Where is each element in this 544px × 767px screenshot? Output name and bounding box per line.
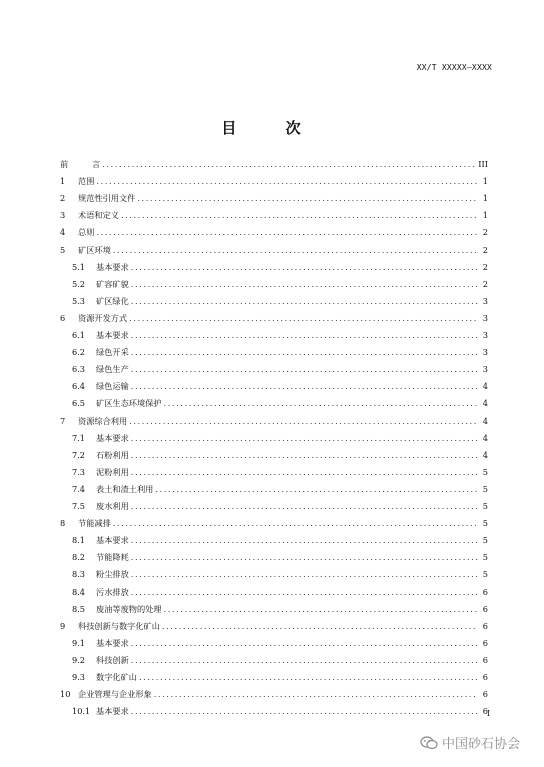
toc-entry-number: 7.1 [72, 432, 86, 443]
toc-leader-dots [131, 467, 478, 477]
toc-entry-number: 6 [60, 312, 66, 323]
toc-entry-number: 9.3 [72, 672, 86, 682]
toc-entry-number: 9.1 [72, 637, 86, 648]
toc-entry-label: 泥粉利用 [96, 466, 129, 477]
toc-entry [72, 638, 488, 650]
toc-entry-page: 1 [482, 193, 488, 204]
toc-leader-dots [131, 262, 478, 272]
toc-entry [72, 347, 488, 359]
toc-leader-dots [102, 159, 476, 169]
toc-entry-label: 矿容矿貌 [96, 278, 129, 289]
toc-leader-dots [131, 706, 478, 716]
toc-entry-label: 废油等废物的处理 [96, 603, 162, 614]
toc-leader-dots [155, 484, 478, 494]
toc-entry-page: 3 [482, 330, 488, 340]
toc-entry [72, 381, 488, 393]
toc-entry [60, 416, 488, 428]
toc-entry-label: 科技创新与数字化矿山 [78, 620, 160, 631]
toc-entry-label: 粉尘排放 [96, 569, 129, 580]
toc-leader-dots [131, 296, 478, 306]
toc-entry-page: 6 [482, 689, 488, 700]
toc-entry-label: 污水排放 [96, 586, 129, 597]
toc-entry-label: 规范性引用文件 [78, 193, 136, 204]
toc-entry-label: 言 [92, 159, 101, 169]
toc-entry [72, 569, 488, 581]
toc-entry-page: 2 [482, 244, 488, 255]
toc-entry [60, 621, 488, 633]
toc-entry-number: 7.3 [72, 466, 86, 477]
toc-entry-number: 8.5 [72, 603, 86, 614]
toc-entry-number: 5.2 [72, 278, 86, 289]
toc-leader-dots [162, 621, 478, 631]
toc-entry-label: 数字化矿山 [96, 672, 137, 682]
toc-entry-page: 6 [482, 620, 488, 631]
toc-entry-label: 总则 [78, 227, 95, 238]
toc-entry-number: 4 [60, 227, 66, 238]
toc-entry [72, 706, 488, 718]
toc-entry-page: 5 [482, 466, 488, 477]
toc-entry [72, 552, 488, 564]
toc-entry [60, 210, 488, 222]
toc-entry [72, 450, 488, 462]
toc-entry-page: 6 [482, 637, 488, 648]
toc-entry-label: 废水利用 [96, 501, 129, 511]
toc-entry-number: 1 [60, 176, 66, 187]
toc-leader-dots [131, 450, 478, 460]
toc-entry [60, 159, 488, 171]
toc-entry-label: 节能减排 [78, 518, 111, 529]
toc-entry-label: 石粉利用 [96, 449, 129, 460]
toc-leader-dots [131, 501, 478, 511]
toc-entry-page: 6 [482, 603, 488, 614]
toc-entry [72, 433, 488, 445]
toc-leader-dots [164, 398, 478, 408]
wechat-icon [420, 736, 438, 750]
toc-entry-number: 7.2 [72, 449, 86, 460]
toc-entry-page: 1 [482, 176, 488, 187]
toc-entry-label: 矿区绿化 [96, 295, 129, 306]
toc-entry [60, 689, 488, 701]
toc-entry-number: 3 [60, 210, 66, 221]
document-code: XX/T XXXXX—XXXX [416, 63, 492, 72]
toc-entry-page: 3 [482, 312, 488, 323]
toc-entry [72, 364, 488, 376]
toc-entry-number: 6.4 [72, 381, 86, 392]
toc-entry-number: 6.3 [72, 364, 86, 375]
toc-leader-dots [131, 364, 478, 374]
toc-entry [72, 467, 488, 479]
toc-entry-number: 7 [60, 415, 66, 426]
toc-leader-dots [137, 193, 478, 203]
toc-entry-page: 3 [482, 364, 488, 375]
toc-entry [72, 672, 488, 684]
toc-leader-dots [131, 330, 478, 340]
toc-entry [72, 604, 488, 616]
toc-entry-label: 资源开发方式 [78, 312, 128, 323]
toc-entry-label: 基本要求 [96, 706, 129, 717]
toc-entry-number: 8.4 [72, 586, 86, 597]
toc-entry-number: 7.5 [72, 501, 86, 511]
toc-leader-dots [131, 381, 478, 391]
toc-entry [72, 484, 488, 496]
toc-entry-label: 矿区环境 [78, 244, 111, 255]
toc-entry [60, 176, 488, 188]
toc-entry-page: 1 [482, 210, 488, 221]
toc-entry-number: 9 [60, 620, 66, 631]
toc-entry-label: 绿色运输 [96, 381, 129, 392]
toc-leader-dots [129, 313, 478, 323]
toc-entry-page: 4 [482, 415, 488, 426]
toc-leader-dots [121, 210, 478, 220]
toc-entry-label: 基本要求 [96, 637, 129, 648]
toc-entry-label: 科技创新 [96, 654, 129, 665]
toc-entry-page: 2 [482, 261, 488, 272]
toc-entry-page: 6 [482, 654, 488, 665]
toc-entry-label: 基本要求 [96, 261, 129, 272]
toc-entry-page: III [478, 159, 488, 169]
toc-entry-page: 4 [482, 398, 488, 409]
toc-entry-number: 8.2 [72, 552, 86, 563]
toc-entry [72, 501, 488, 513]
toc-leader-dots [131, 552, 478, 562]
toc-leader-dots [113, 518, 478, 528]
toc-leader-dots [113, 245, 478, 255]
toc-entry-number: 7.4 [72, 483, 86, 494]
toc-entry [72, 655, 488, 667]
toc-entry [72, 330, 488, 342]
toc-entry-label: 节能降耗 [96, 552, 129, 563]
toc-entry [72, 262, 488, 274]
toc-entry-page: 5 [482, 569, 488, 580]
watermark-text: 中国砂石协会 [442, 737, 521, 752]
toc-leader-dots [96, 227, 478, 237]
toc-entry-page: 5 [482, 552, 488, 563]
toc-leader-dots [164, 604, 478, 614]
toc-entry-page: 4 [482, 381, 488, 392]
toc-entry-label: 矿区生态环境保护 [96, 398, 162, 409]
toc-entry-label: 术语和定义 [78, 210, 119, 221]
toc-entry [60, 193, 488, 205]
toc-entry-number: 9.2 [72, 654, 86, 665]
toc-entry-number: 6.5 [72, 398, 86, 409]
toc-leader-dots [131, 279, 478, 289]
toc-entry-page: 5 [482, 535, 488, 546]
toc-entry-number: 6.2 [72, 347, 86, 358]
toc-entry-page: 3 [482, 295, 488, 306]
toc-entry-number: 10 [60, 689, 71, 700]
toc-entry [72, 398, 488, 410]
toc-entry-number: 6.1 [72, 330, 86, 340]
toc-entry-label: 基本要求 [96, 535, 129, 546]
toc-entry-number: 2 [60, 193, 66, 204]
toc-entry-number: 5 [60, 244, 66, 255]
toc-entry-label: 企业管理与企业形象 [78, 689, 152, 700]
toc-leader-dots [96, 176, 478, 186]
toc-entry [60, 313, 488, 325]
toc-entry-page: 4 [482, 432, 488, 443]
toc-entry-number: 8.3 [72, 569, 86, 580]
toc-entry-label: 基本要求 [96, 432, 129, 443]
toc-entry-page: 2 [482, 227, 488, 238]
toc-entry [72, 587, 488, 599]
toc-entry-page: 6 [482, 706, 488, 717]
toc-leader-dots [131, 655, 478, 665]
toc-entry [60, 245, 488, 257]
toc-entry-page: 2 [482, 278, 488, 289]
toc-entry [60, 227, 488, 239]
watermark [420, 733, 520, 752]
toc-entry-page: 5 [482, 483, 488, 494]
toc-leader-dots [131, 347, 478, 357]
toc-entry-page: 6 [482, 672, 488, 682]
toc-entry-number: 8.1 [72, 535, 86, 546]
toc-leader-dots [139, 672, 478, 682]
toc-leader-dots [129, 416, 478, 426]
toc-entry [72, 296, 488, 308]
toc-entry [60, 518, 488, 530]
toc-entry-number: 8 [60, 518, 66, 529]
toc-entry-label: 资源综合利用 [78, 415, 128, 426]
toc-entry-label: 绿色生产 [96, 364, 129, 375]
toc-entry-number: 前 [60, 159, 69, 169]
toc-leader-dots [131, 569, 478, 579]
page-number: I [486, 709, 490, 718]
toc-entry-page: 5 [482, 518, 488, 529]
toc-leader-dots [131, 638, 478, 648]
page-title: 目 次 [221, 119, 323, 137]
toc-entry-number: 5.1 [72, 261, 86, 272]
toc-leader-dots [131, 587, 478, 597]
toc-entry-page: 4 [482, 449, 488, 460]
toc-leader-dots [131, 433, 478, 443]
toc-leader-dots [131, 535, 478, 545]
toc-entry-label: 绿色开采 [96, 347, 129, 358]
toc-entry-label: 范围 [78, 176, 95, 187]
toc-entry-label: 基本要求 [96, 330, 129, 340]
toc-entry [72, 535, 488, 547]
toc-entry-page: 6 [482, 586, 488, 597]
toc-leader-dots [154, 689, 478, 699]
toc-entry [72, 279, 488, 291]
toc-entry-page: 3 [482, 347, 488, 358]
toc-entry-number: 10.1 [72, 706, 91, 717]
toc-entry-label: 表土和渣土利用 [96, 483, 154, 494]
toc-entry-number: 5.3 [72, 295, 86, 306]
toc-entry-page: 5 [482, 501, 488, 511]
